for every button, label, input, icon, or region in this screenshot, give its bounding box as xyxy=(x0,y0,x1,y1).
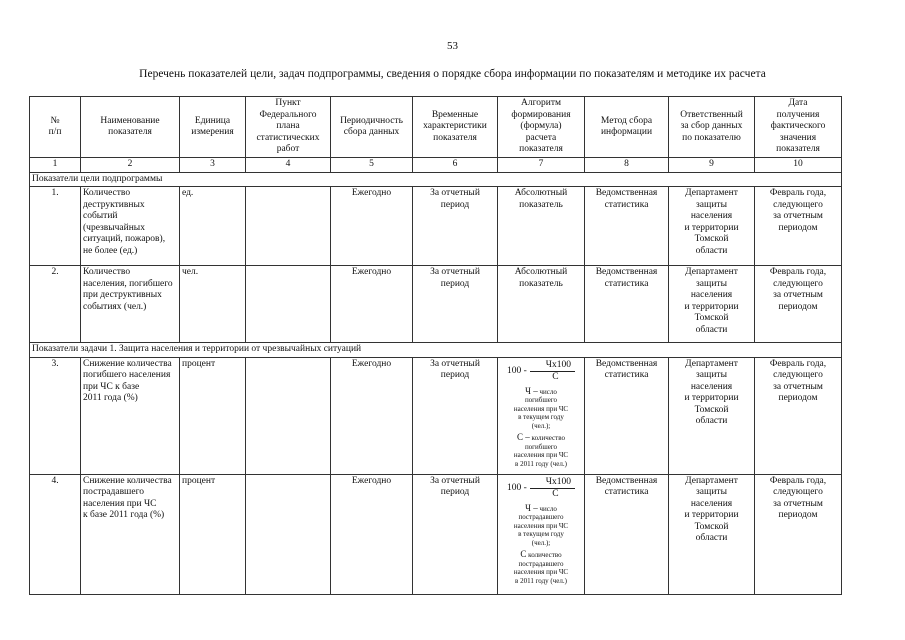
column-number: 8 xyxy=(585,158,669,173)
table-row xyxy=(30,266,842,343)
plan-item-cell xyxy=(246,187,331,266)
row-number-cell: 4. xyxy=(30,474,81,594)
actual-value-date-cell: Февраль года, следующего за отчетным периодом xyxy=(755,266,842,343)
section-row xyxy=(30,343,842,358)
time-characteristics-cell: За отчетный период xyxy=(413,187,498,266)
column-header: Единица измерения xyxy=(180,97,246,158)
formula-expression xyxy=(500,477,582,501)
formula-numerator: Чх100 xyxy=(530,477,575,490)
column-number: 5 xyxy=(331,158,413,173)
column-number: 4 xyxy=(246,158,331,173)
periodicity-cell: Ежегодно xyxy=(331,357,413,474)
formula-legend-ch xyxy=(500,504,582,548)
column-header: Наименование показателя xyxy=(81,97,180,158)
formula-cell xyxy=(498,187,585,266)
unit-cell: процент xyxy=(180,357,246,474)
responsible-cell: Департамент защиты населения и территории Томской области xyxy=(669,357,755,474)
actual-value-date-cell: Февраль года, следующего за отчетным периодом xyxy=(755,187,842,266)
time-characteristics-cell: За отчетный период xyxy=(413,357,498,474)
column-header: Алгоритм формирования (формула) расчета показателя xyxy=(498,97,585,158)
legend-key: С – xyxy=(517,432,530,442)
unit-cell: чел. xyxy=(180,266,246,343)
legend-key: Ч – xyxy=(525,385,538,396)
periodicity-cell: Ежегодно xyxy=(331,187,413,266)
collection-method-cell: Ведомственная статистика xyxy=(585,357,669,474)
formula-text: Абсолютный показатель xyxy=(514,188,568,210)
legend-text: количество погибшего населения при ЧС в 2011 году (чел.) xyxy=(513,434,569,468)
indicator-name-cell: Количество населения, погибшего при деструктивных событиях (чел.) xyxy=(81,266,180,343)
page-number: 53 xyxy=(447,40,458,52)
column-header: Периодичность сбора данных xyxy=(331,97,413,158)
formula-legend-s xyxy=(500,550,582,585)
indicator-name-cell: Количество деструктивных событий (чрезвычайных ситуаций, пожаров), не более (ед.) xyxy=(81,187,180,266)
formula-fraction xyxy=(530,477,575,501)
formula-expression xyxy=(500,360,582,384)
legend-key: Ч – xyxy=(525,502,538,513)
indicator-name-cell: Снижение количества пострадавшего населения при ЧС к базе 2011 года (%) xyxy=(81,474,180,594)
collection-method-cell: Ведомственная статистика xyxy=(585,474,669,594)
formula-prefix: 100 - xyxy=(507,365,527,376)
legend-text: количество пострадавшего населения при ЧС в 2011 году (чел.) xyxy=(513,551,569,585)
column-number-row xyxy=(30,158,842,173)
collection-method-cell: Ведомственная статистика xyxy=(585,266,669,343)
indicators-table xyxy=(29,96,842,595)
row-number-cell: 2. xyxy=(30,266,81,343)
section-title: Показатели цели подпрограммы xyxy=(30,172,842,187)
row-number-cell: 1. xyxy=(30,187,81,266)
legend-key: С xyxy=(520,549,527,559)
unit-cell: ед. xyxy=(180,187,246,266)
column-header: Ответственный за сбор данных по показателю xyxy=(669,97,755,158)
time-characteristics-cell: За отчетный период xyxy=(413,266,498,343)
periodicity-cell: Ежегодно xyxy=(331,474,413,594)
periodicity-cell: Ежегодно xyxy=(331,266,413,343)
indicator-name-cell: Снижение количества погибшего населения при ЧС к базе 2011 года (%) xyxy=(81,357,180,474)
actual-value-date-cell: Февраль года, следующего за отчетным периодом xyxy=(755,357,842,474)
column-number: 7 xyxy=(498,158,585,173)
plan-item-cell xyxy=(246,357,331,474)
section-row xyxy=(30,172,842,187)
column-header: Временные характеристики показателя xyxy=(413,97,498,158)
responsible-cell: Департамент защиты населения и территории Томской области xyxy=(669,474,755,594)
time-characteristics-cell: За отчетный период xyxy=(413,474,498,594)
formula-numerator: Чх100 xyxy=(530,360,575,373)
responsible-cell: Департамент защиты населения и территории Томской области xyxy=(669,266,755,343)
formula-text: Абсолютный показатель xyxy=(514,267,568,289)
unit-cell: процент xyxy=(180,474,246,594)
column-header: № п/п xyxy=(30,97,81,158)
column-number: 9 xyxy=(669,158,755,173)
legend-text: число погибшего населения при ЧС в текущем году (чел.); xyxy=(513,387,569,430)
formula-legend-s xyxy=(500,433,582,468)
actual-value-date-cell: Февраль года, следующего за отчетным периодом xyxy=(755,474,842,594)
column-number: 2 xyxy=(81,158,180,173)
table-row xyxy=(30,357,842,474)
table-header-row xyxy=(30,97,842,158)
formula-denominator: С xyxy=(552,489,559,499)
plan-item-cell xyxy=(246,266,331,343)
responsible-cell: Департамент защиты населения и территории Томской области xyxy=(669,187,755,266)
section-title: Показатели задачи 1. Защита населения и территории от чрезвычайных ситуаций xyxy=(30,343,842,358)
row-number-cell: 3. xyxy=(30,357,81,474)
formula-legend-ch xyxy=(500,387,582,431)
column-header: Пункт Федерального плана статистических работ xyxy=(246,97,331,158)
plan-item-cell xyxy=(246,474,331,594)
formula-cell xyxy=(498,266,585,343)
formula-prefix: 100 - xyxy=(507,482,527,493)
formula-cell xyxy=(498,357,585,474)
column-header: Метод сбора информации xyxy=(585,97,669,158)
column-number: 6 xyxy=(413,158,498,173)
legend-text: число пострадавшего населения при ЧС в текущем году (чел.); xyxy=(513,504,569,547)
formula-cell xyxy=(498,474,585,594)
table-row xyxy=(30,187,842,266)
column-number: 1 xyxy=(30,158,81,173)
column-number: 10 xyxy=(755,158,842,173)
column-header: Дата получения фактического значения показателя xyxy=(755,97,842,158)
collection-method-cell: Ведомственная статистика xyxy=(585,187,669,266)
column-number: 3 xyxy=(180,158,246,173)
formula-fraction xyxy=(530,360,575,384)
document-title: Перечень показателей цели, задач подпрограммы, сведения о порядке сбора информации по показателям и методике их расчета xyxy=(139,68,766,80)
formula-denominator: С xyxy=(552,372,559,382)
table-row xyxy=(30,474,842,594)
